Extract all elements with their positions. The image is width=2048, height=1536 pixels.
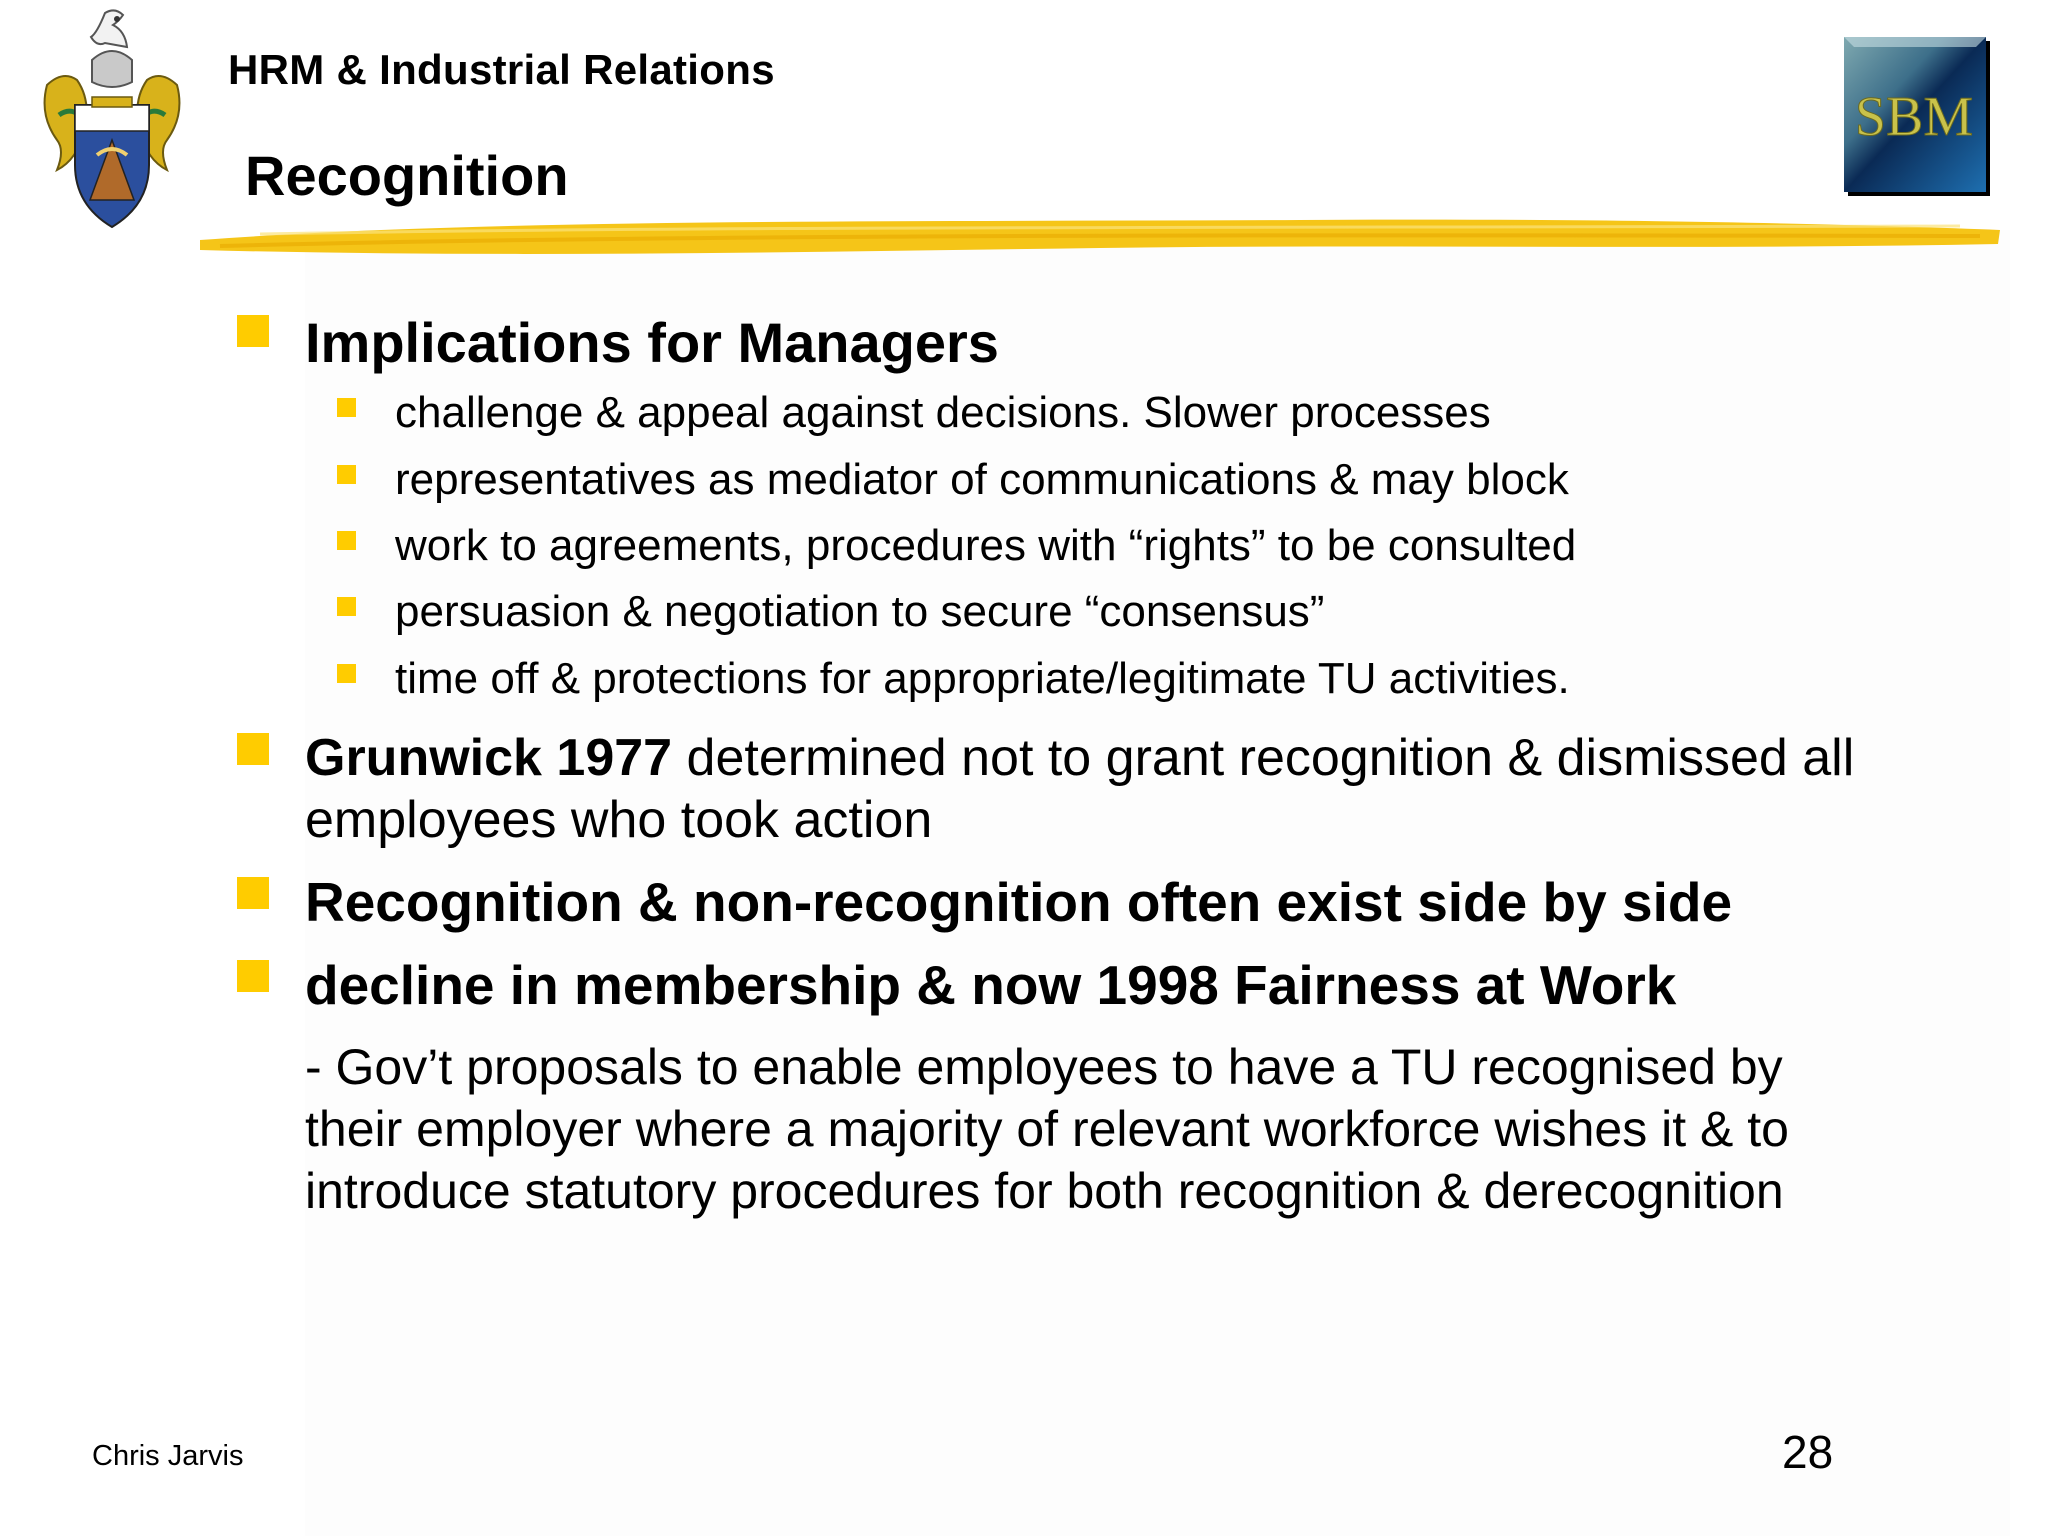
bullet-marker [237,960,269,992]
university-crest-logo [37,5,187,243]
bullet-heading: Grunwick 1977 [305,729,673,787]
bullet-marker [237,733,269,765]
bullet-grunwick [305,727,1925,851]
sbm-logo [1842,35,1994,200]
bullet-marker [237,315,269,347]
sub-bullet-item: challenge & appeal against decisions. Slower processes [395,388,1491,437]
paragraph-line: their employer where a majority of relevant workforce wishes it & to [305,1101,1789,1157]
sub-bullet-item: persuasion & negotiation to secure “consensus” [395,587,1325,636]
bullet-implications [305,312,1925,374]
govt-proposals-paragraph [305,1036,1905,1222]
course-title: HRM & Industrial Relations [228,46,775,93]
title-underline-brush [200,210,2000,266]
slide-title: Recognition [245,144,569,207]
bullet-marker [237,877,269,909]
bullet-decline-membership [305,954,1925,1016]
sub-bullet-marker [337,465,356,484]
bullet-heading: Recognition & non-recognition often exist side by side [305,871,1733,933]
sub-bullet-marker [337,664,356,683]
paragraph-line: introduce statutory procedures for both recognition & derecognition [305,1163,1784,1219]
sub-bullet-item: representatives as mediator of communications & may block [395,455,1569,504]
page-number: 28 [1782,1426,1834,1478]
bullet-recognition-side-by-side [305,871,1925,933]
bullet-heading: decline in membership & now 1998 Fairness at Work [305,954,1677,1016]
sub-bullet-marker [337,531,356,550]
sbm-logo-text: SBM [1854,86,1974,148]
sub-bullet-marker [337,398,356,417]
bullet-heading: Implications for Managers [305,311,999,374]
sub-bullet-item: work to agreements, procedures with “rights” to be consulted [395,521,1577,570]
sub-bullet-marker [337,597,356,616]
bullet-text: determined not to grant recognition & dismissed all employees who took action [305,729,1855,849]
paragraph-line: - Gov’t proposals to enable employees to have a TU recognised by [305,1039,1783,1095]
footer-author: Chris Jarvis [92,1440,244,1472]
sub-bullet-item: time off & protections for appropriate/legitimate TU activities. [395,654,1570,703]
